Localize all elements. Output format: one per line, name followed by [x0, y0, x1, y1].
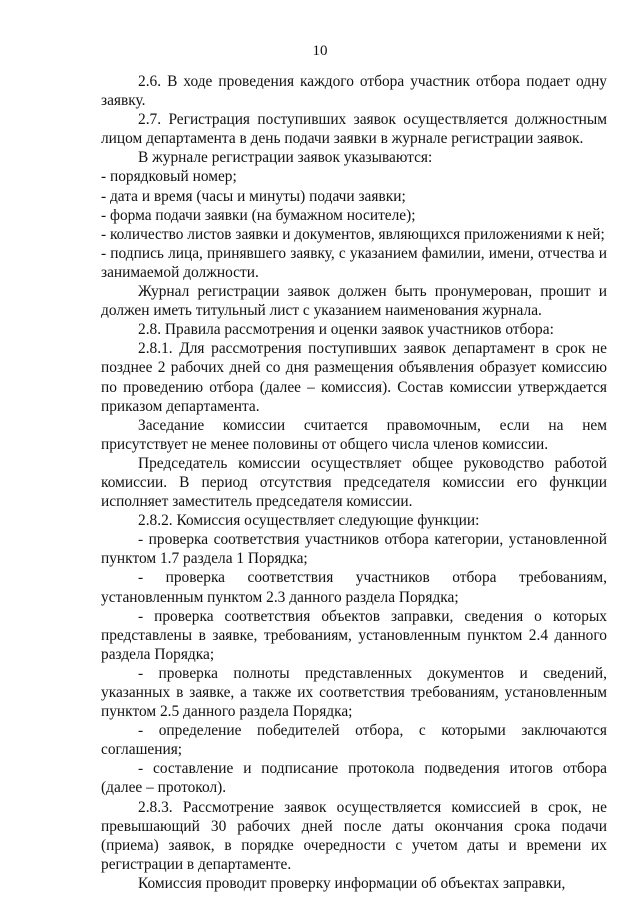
paragraph-2-8-1: 2.8.1. Для рассмотрения поступивших заявок департамент в срок не позднее 2 рабочих дней со дня размещения объявления образует комиссию по проведению отбора (далее – комиссия). Состав комиссии утверждается приказом департамента.: [101, 340, 607, 415]
paragraph-commission-check: Комиссия проводит проверку информации об объектах заправки,: [138, 874, 566, 892]
list-item: - порядковый номер;: [101, 168, 237, 186]
list-item: - дата и время (часы и минуты) подачи заявки;: [101, 187, 406, 205]
list-item: - форма подачи заявки (на бумажном носителе);: [101, 206, 416, 224]
paragraph-journal-binding: Журнал регистрации заявок должен быть пронумерован, прошит и должен иметь титульный лист с указанием наименования журнала.: [101, 283, 607, 320]
paragraph-quorum: Заседание комиссии считается правомочным, если на нем присутствует не менее половины от общего числа членов комиссии.: [101, 416, 607, 453]
paragraph-2-8: 2.8. Правила рассмотрения и оценки заявок участников отбора:: [138, 321, 554, 339]
list-item: - составление и подписание протокола подведения итогов отбора (далее – протокол).: [101, 760, 607, 797]
paragraph-2-8-3: 2.8.3. Рассмотрение заявок осуществляется комиссией в срок, не превышающий 30 рабочих дней после даты окончания срока подачи (приема) заявок, в порядке очередности с учетом даты и времени их регистрации в департаменте.: [101, 798, 607, 873]
list-item: - подпись лица, принявшего заявку, с указанием фамилии, имени, отчества и занимаемой должности.: [101, 244, 607, 281]
list-item: - количество листов заявки и документов, являющихся приложениями к ней;: [101, 225, 605, 243]
paragraph-2-8-2: 2.8.2. Комиссия осуществляет следующие функции:: [138, 512, 480, 530]
list-item: - проверка соответствия участников отбора требованиям, установленным пунктом 2.3 данного раздела Порядка;: [101, 569, 607, 606]
paragraph-journal-intro: В журнале регистрации заявок указываются:: [138, 149, 433, 167]
list-item: - проверка соответствия объектов заправки, сведения о которых представлены в заявке, требованиям, установленным пунктом 2.4 данного раздела Порядка;: [101, 607, 607, 663]
page-number: 10: [312, 43, 328, 59]
paragraph-chairman: Председатель комиссии осуществляет общее руководство работой комиссии. В период отсутствия председателя комиссии его функции исполняет заместитель председателя комиссии.: [101, 454, 607, 511]
list-item: - проверка полноты представленных документов и сведений, указанных в заявке, а также их соответствия требованиям, установленным пунктом 2.5 данного раздела Порядка;: [101, 664, 607, 721]
list-item: - определение победителей отбора, с которыми заключаются соглашения;: [101, 722, 607, 759]
paragraph-2-6: 2.6. В ходе проведения каждого отбора участник отбора подает одну заявку.: [101, 73, 607, 110]
paragraph-2-7: 2.7. Регистрация поступивших заявок осуществляется должностным лицом департамента в день подачи заявки в журнале регистрации заявок.: [101, 111, 607, 148]
list-item: - проверка соответствия участников отбора категории, установленной пунктом 1.7 раздела 1 Порядка;: [101, 531, 607, 568]
document-body: [101, 72, 607, 893]
